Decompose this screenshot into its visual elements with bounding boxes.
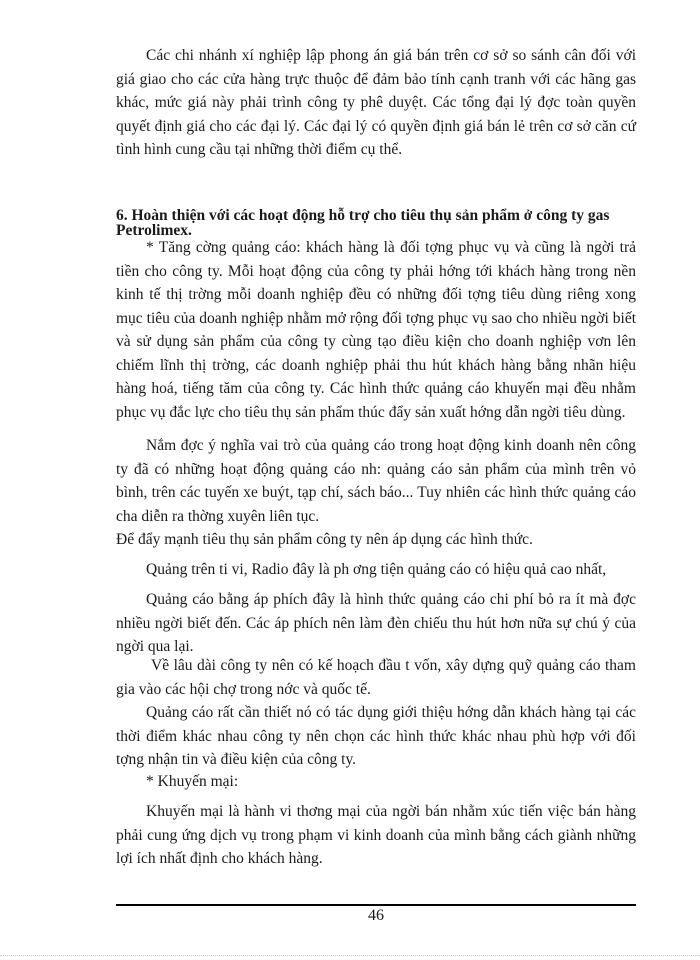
section-heading: 6. Hoàn thiện với các hoạt động hỗ trợ cho tiêu thụ sản phẩm ở công ty gas Petrolimex.	[116, 207, 610, 239]
paragraph-promote-forms: Để đẩy mạnh tiêu thụ sản phẩm công ty nên áp dụng các hình thức.	[116, 531, 533, 548]
promotion-subheading: * Khuyến mại:	[146, 773, 239, 790]
bottom-border	[0, 955, 700, 956]
footer-divider	[116, 904, 636, 906]
paragraph-posters: Quảng cáo bằng áp phích đây là hình thức quảng cáo chi phí bỏ ra ít mà đợc nhiều ngời biết đến. Các áp phích nên làm đèn chiếu thu hút hơn nữa sự chú ý của ngời qua lại.	[116, 591, 636, 655]
page-number: 46	[368, 907, 384, 924]
paragraph-tv-radio: Quảng trên ti vi, Radio đây là ph ơng tiện quảng cáo có hiệu quả cao nhất,	[146, 561, 607, 578]
paragraph-advertising-role: Nắm đợc ý nghĩa vai trò của quảng cáo trong hoạt động kinh doanh nên công ty đã có những hoạt động quảng cáo nh: quảng cáo sản phẩm của mình trên vỏ bình, trên các tuyến xe buýt, tạp chí, sách báo... Tuy nhiên các hình thức quảng cáo cha diễn ra thờng xuyên liên tục.	[116, 437, 636, 525]
paragraph-advertising-necessity: Quảng cáo rất cần thiết nó có tác dụng giới thiệu hớng dẫn khách hàng tại các thời điểm khác nhau công ty nên chọn các hình thức khác nhau phù hợp với đối tợng nhận tin và điều kiện của công ty.	[116, 704, 636, 768]
paragraph-promotion: Khuyến mại là hành vi thơng mại của ngời bán nhằm xúc tiến việc bán hàng phải cung ứng dịch vụ trong phạm vi kinh doanh của mình bằng cách giành những lợi ích nhất định cho khách hàng.	[116, 803, 636, 867]
paragraph-long-term: Về lâu dài công ty nên có kế hoạch đầu t vốn, xây dựng quỹ quảng cáo tham gia vào các hội chợ trong nớc và quốc tế.	[116, 657, 636, 698]
paragraph-pricing: Các chi nhánh xí nghiệp lập phong án giá bán trên cơ sở so sánh cân đối với giá giao cho các cửa hàng trực thuộc để đảm bảo tính cạnh tranh với các hãng gas khác, mức giá này phải trình công ty phê duyệt. Các tổng đại lý đợc toàn quyền quyết định giá cho các đại lý. Các đại lý có quyền định giá bán lẻ trên cơ sở căn cứ tình hình cung cầu tại những thời điểm cụ thể.	[116, 47, 636, 158]
paragraph-advertising-intro: * Tăng cờng quảng cáo: khách hàng là đối tợng phục vụ và cũng là ngời trả tiền cho công ty. Mỗi hoạt động của công ty phải hớng tới khách hàng trong nền kinh tế thị trờng mỗi doanh nghiệp đều có những đối tợng tiêu dùng riêng xong mục tiêu của doanh nghiệp nhằm mở rộng đối tợng phục vụ sao cho nhiều ngời biết và sử dụng sản phẩm của công ty cùng tạo điều kiện cho doanh nghiệp vơn lên chiếm lĩnh thị trờng, các doanh nghiệp phải thu hút khách hàng bằng nhãn hiệu hàng hoá, tiếng tăm của công ty. Các hình thức quảng cáo khuyến mại đều nhằm phục vụ đắc lực cho tiêu thụ sản phẩm thúc đẩy sản xuất hớng dẫn ngời tiêu dùng.	[116, 239, 636, 421]
